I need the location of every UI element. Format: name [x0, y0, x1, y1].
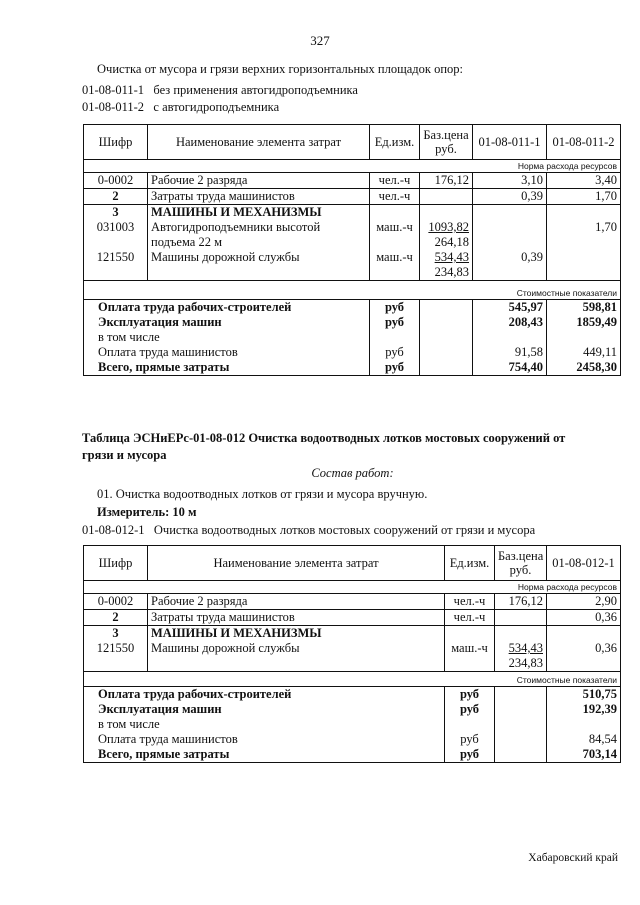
cell-v1: 0,39 [473, 250, 547, 281]
cell-price: 176,12 [420, 173, 473, 189]
resource-table-1 [83, 124, 621, 376]
total-unit: руб [370, 300, 420, 316]
composition-label: Состав работ: [311, 466, 394, 480]
variant-line [82, 523, 535, 538]
variant-code: 01-08-011-2 [82, 100, 145, 114]
table-row [84, 205, 621, 221]
total-v1: 91,58 [473, 345, 547, 360]
table-row [84, 594, 621, 610]
variant-code: 01-08-012-1 [82, 523, 145, 537]
total-unit: руб [445, 687, 495, 703]
total-row [84, 732, 621, 747]
total-unit: руб [445, 732, 495, 747]
total-unit: руб [370, 360, 420, 376]
cell-code: 121550 [84, 641, 148, 672]
col-header-unit: Ед.изм. [445, 546, 495, 581]
total-v1: 703,14 [547, 747, 621, 763]
total-unit: руб [370, 315, 420, 330]
total-row [84, 345, 621, 360]
total-v1: 510,75 [547, 687, 621, 703]
cell-name: Машины дорожной службы [148, 250, 370, 281]
col-header-v1: 01-08-011-1 [473, 125, 547, 160]
col-header-price: Баз.цена руб. [420, 125, 473, 160]
composition-item: 01. Очистка водоотводных лотков от грязи и мусора вручную. [97, 487, 428, 501]
col-header-name: Наименование элемента затрат [148, 125, 370, 160]
total-row [84, 717, 621, 732]
total-name: в том числе [84, 717, 445, 732]
total-name: Оплата труда рабочих-строителей [84, 687, 445, 703]
cell-name: Рабочие 2 разряда [148, 594, 445, 610]
total-name: Всего, прямые затраты [84, 747, 445, 763]
cell-price: 534,43 234,83 [420, 250, 473, 281]
cell-v1 [473, 220, 547, 250]
variant-text: с автогидроподъемника [153, 100, 280, 114]
cell-v1: 3,10 [473, 173, 547, 189]
variant-text: без применения автогидроподъемника [153, 83, 358, 97]
total-v1: 208,43 [473, 315, 547, 330]
total-name: в том числе [84, 330, 370, 345]
cost-label: Стоимостные показатели [84, 281, 621, 300]
cell-name: МАШИНЫ И МЕХАНИЗМЫ [148, 626, 445, 642]
table-row [84, 610, 621, 626]
cell-unit: маш.-ч [370, 250, 420, 281]
variant-line-1 [82, 83, 358, 98]
col-header-code: Шифр [84, 125, 148, 160]
cell-unit: маш.-ч [370, 220, 420, 250]
total-name: Всего, прямые затраты [84, 360, 370, 376]
cell-v2 [547, 250, 621, 281]
page-number: 327 [310, 33, 330, 48]
cell-code: 2 [84, 610, 148, 626]
total-row [84, 687, 621, 703]
variant-text: Очистка водоотводных лотков мостовых сооружений от грязи и мусора [153, 523, 536, 537]
variant-code: 01-08-011-1 [82, 83, 145, 97]
cell-v2: 1,70 [547, 220, 621, 250]
cell-code: 0-0002 [84, 594, 148, 610]
section1-heading: Очистка от мусора и грязи верхних горизонтальных площадок опор: [97, 62, 464, 76]
total-row [84, 702, 621, 717]
total-v1: 192,39 [547, 702, 621, 717]
total-row [84, 747, 621, 763]
cell-price: 534,43 234,83 [495, 641, 547, 672]
cell-code: 3 [84, 205, 148, 221]
total-name: Эксплуатация машин [84, 702, 445, 717]
cell-unit: чел.-ч [445, 610, 495, 626]
cell-v1: 0,36 [547, 641, 621, 672]
total-unit: руб [445, 702, 495, 717]
table-header-row [84, 546, 621, 581]
total-v2: 1859,49 [547, 315, 621, 330]
col-header-name: Наименование элемента затрат [148, 546, 445, 581]
cell-code: 3 [84, 626, 148, 642]
cell-price: 1093,82 264,18 [420, 220, 473, 250]
total-v1: 84,54 [547, 732, 621, 747]
total-v1: 545,97 [473, 300, 547, 316]
col-header-unit: Ед.изм. [370, 125, 420, 160]
total-name: Эксплуатация машин [84, 315, 370, 330]
total-v2: 2458,30 [547, 360, 621, 376]
total-unit: руб [445, 747, 495, 763]
cell-name: Рабочие 2 разряда [148, 173, 370, 189]
cell-name: МАШИНЫ И МЕХАНИЗМЫ [148, 205, 370, 221]
total-name: Оплата труда рабочих-строителей [84, 300, 370, 316]
norm-label: Норма расхода ресурсов [84, 581, 621, 594]
cell-price [495, 610, 547, 626]
table-row [84, 250, 621, 281]
cell-v1: 0,36 [547, 610, 621, 626]
table-row [84, 220, 621, 250]
col-header-v2: 01-08-011-2 [547, 125, 621, 160]
cell-name: Затраты труда машинистов [148, 610, 445, 626]
cell-v1: 2,90 [547, 594, 621, 610]
table-row [84, 641, 621, 672]
cell-unit: чел.-ч [370, 189, 420, 205]
cost-label: Стоимостные показатели [84, 672, 621, 687]
norm-label: Норма расхода ресурсов [84, 160, 621, 173]
cell-name: Автогидроподъемники высотой подъема 22 м [148, 220, 370, 250]
cell-name: Затраты труда машинистов [148, 189, 370, 205]
cell-v1: 0,39 [473, 189, 547, 205]
col-header-code: Шифр [84, 546, 148, 581]
cell-v2: 1,70 [547, 189, 621, 205]
cell-code: 0-0002 [84, 173, 148, 189]
table-header-row [84, 125, 621, 160]
cell-code: 031003 [84, 220, 148, 250]
total-row [84, 360, 621, 376]
cell-code: 2 [84, 189, 148, 205]
cell-v2: 3,40 [547, 173, 621, 189]
table-row [84, 173, 621, 189]
table2-title-line2: грязи и мусора [82, 448, 167, 462]
col-header-price: Баз.цена руб. [495, 546, 547, 581]
resource-table-2 [83, 545, 621, 763]
total-name: Оплата труда машинистов [84, 732, 445, 747]
total-row [84, 330, 621, 345]
total-v1: 754,40 [473, 360, 547, 376]
table-row [84, 189, 621, 205]
cell-unit: маш.-ч [445, 641, 495, 672]
cell-unit: чел.-ч [445, 594, 495, 610]
cell-price: 176,12 [495, 594, 547, 610]
total-v2: 449,11 [547, 345, 621, 360]
cell-name: Машины дорожной службы [148, 641, 445, 672]
total-unit: руб [370, 345, 420, 360]
col-header-v1: 01-08-012-1 [547, 546, 621, 581]
total-name: Оплата труда машинистов [84, 345, 370, 360]
cell-code: 121550 [84, 250, 148, 281]
table-row [84, 626, 621, 642]
table2-title-line1: Таблица ЭСНиЕРс-01-08-012 Очистка водоотводных лотков мостовых сооружений от [82, 431, 566, 445]
meter-label: Измеритель: 10 м [97, 505, 197, 519]
total-row [84, 315, 621, 330]
cell-unit: чел.-ч [370, 173, 420, 189]
cell-price [420, 189, 473, 205]
total-row [84, 300, 621, 316]
variant-line-2 [82, 100, 279, 115]
footer-region: Хабаровский край [528, 852, 618, 864]
total-v2: 598,81 [547, 300, 621, 316]
